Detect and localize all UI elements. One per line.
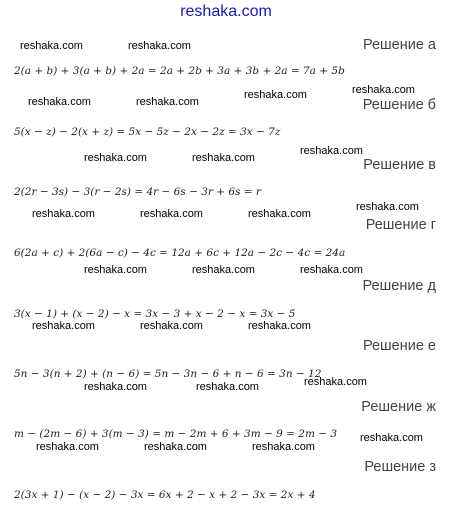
solution-equation: 2(a + b) + 3(a + b) + 2a = 2a + 2b + 3a + 3b + 2a = 7a + 5b <box>14 65 345 77</box>
watermark: reshaka.com <box>352 84 415 96</box>
watermark: reshaka.com <box>84 264 147 276</box>
watermark: reshaka.com <box>32 208 95 220</box>
watermark: reshaka.com <box>32 320 95 332</box>
solution-equation: 6(2a + c) + 2(6a − c) − 4c = 12a + 6c + 12a − 2c − 4c = 24a <box>14 247 346 259</box>
watermark: reshaka.com <box>84 381 147 393</box>
solution-heading: Решение а <box>362 37 436 53</box>
watermark: reshaka.com <box>196 381 259 393</box>
solution-heading: Решение д <box>362 278 436 294</box>
watermark: reshaka.com <box>300 145 363 157</box>
solution-heading: Решение ж <box>361 399 436 415</box>
watermark: reshaka.com <box>144 441 207 453</box>
watermark: reshaka.com <box>248 320 311 332</box>
watermark: reshaka.com <box>128 40 191 52</box>
watermark: reshaka.com <box>84 152 147 164</box>
watermark: reshaka.com <box>360 432 423 444</box>
watermark: reshaka.com <box>304 376 367 388</box>
solution-equation: 5(x − z) − 2(x + z) = 5x − 5z − 2x − 2z = 3x − 7z <box>14 126 281 138</box>
solution-heading: Решение б <box>362 97 436 113</box>
solution-equation: 2(2r − 3s) − 3(r − 2s) = 4r − 6s − 3r + 6s = r <box>14 186 261 198</box>
watermark: reshaka.com <box>136 96 199 108</box>
solution-heading: Решение г <box>365 217 436 233</box>
watermark: reshaka.com <box>356 201 419 213</box>
watermark: reshaka.com <box>140 208 203 220</box>
solution-equation: 3(x − 1) + (x − 2) − x = 3x − 3 + x − 2 − x = 3x − 5 <box>14 308 296 320</box>
watermark: reshaka.com <box>36 441 99 453</box>
site-link[interactable]: reshaka.com <box>180 3 272 20</box>
watermark: reshaka.com <box>252 441 315 453</box>
solution-heading: Решение з <box>364 459 436 475</box>
solution-equation: m − (2m − 6) + 3(m − 3) = m − 2m + 6 + 3m − 9 = 2m − 3 <box>14 428 338 440</box>
solution-heading: Решение е <box>362 338 436 354</box>
solution-heading: Решение в <box>363 157 436 173</box>
watermark: reshaka.com <box>192 152 255 164</box>
watermark: reshaka.com <box>244 89 307 101</box>
watermark: reshaka.com <box>20 40 83 52</box>
watermark: reshaka.com <box>300 264 363 276</box>
watermark: reshaka.com <box>28 96 91 108</box>
watermark: reshaka.com <box>192 264 255 276</box>
solution-equation: 5n − 3(n + 2) + (n − 6) = 5n − 3n − 6 + n − 6 = 3n − 12 <box>14 368 322 380</box>
watermark: reshaka.com <box>248 208 311 220</box>
watermark: reshaka.com <box>140 320 203 332</box>
solution-equation: 2(3x + 1) − (x − 2) − 3x = 6x + 2 − x + 2 − 3x = 2x + 4 <box>14 489 316 501</box>
